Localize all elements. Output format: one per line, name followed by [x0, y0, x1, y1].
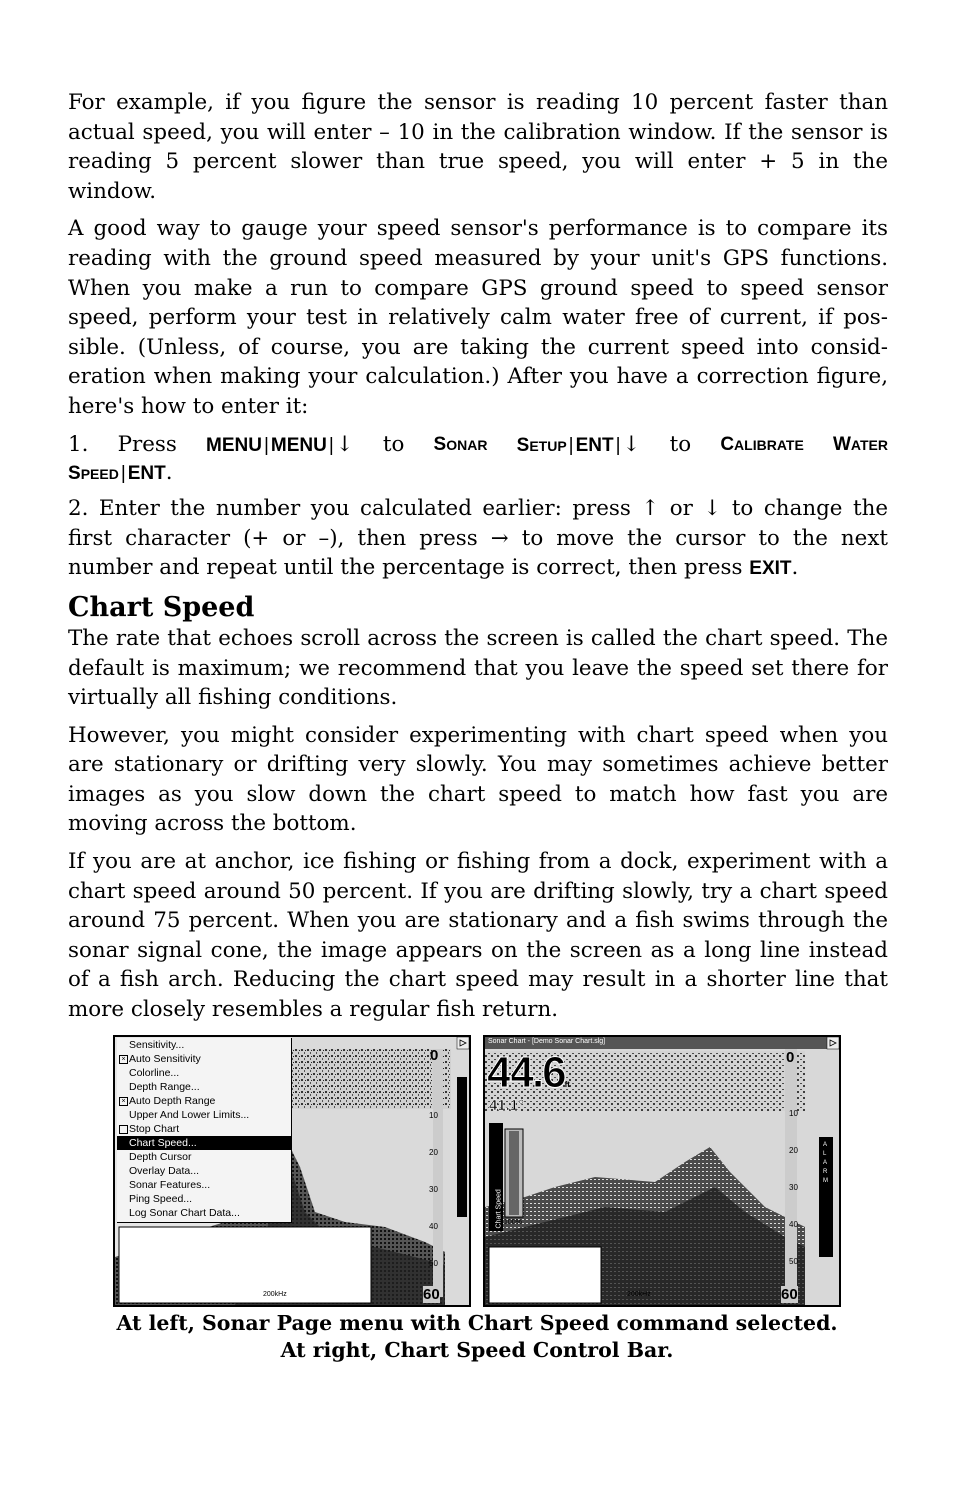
- checkbox-icon[interactable]: [119, 1125, 128, 1134]
- command-sonar: SONAR: [433, 433, 488, 455]
- command-water: WATER: [832, 433, 888, 455]
- menu-item[interactable]: [117, 1206, 291, 1220]
- menu-item[interactable]: [117, 1178, 291, 1192]
- menu-item[interactable]: [117, 1108, 291, 1122]
- checked-box-icon[interactable]: ×: [119, 1097, 128, 1106]
- chart-speed-value: 100%: [504, 1219, 522, 1226]
- menu-item-label: Colorline...: [129, 1067, 180, 1079]
- frequency-label: 200kHz: [263, 1291, 287, 1298]
- key-ent: ENT: [575, 434, 614, 456]
- depth-top-label: 0: [786, 1049, 795, 1066]
- menu-item[interactable]: [117, 1122, 291, 1136]
- menu-item-label: Chart Speed...: [129, 1137, 197, 1149]
- paragraph-gauge-speed: A good way to gauge your speed sensor's performance is to compare its reading with the ground speed measured by your unit's GPS functions. When you make a run to compare GPS ground speed to speed sensor speed, perform your test in relatively calm water free of current, if possible. (Unless, of course, you are taking the current speed into consideration when making your calculation.) After you have a correction figure, here's how to enter it:: [68, 216, 888, 419]
- depth-scale: 10 20 30 40 50: [789, 1109, 798, 1266]
- menu-item-label: Log Sonar Chart Data...: [129, 1207, 240, 1219]
- chart-speed-slider[interactable]: [507, 1131, 521, 1215]
- depth-digital-readout: 44.6ft: [487, 1048, 570, 1097]
- chart-speed-slider-fill: [509, 1131, 519, 1215]
- page-content: [68, 88, 888, 1033]
- window-title: Sonar Chart - [Demo Sonar Chart.slg]: [488, 1038, 606, 1045]
- menu-item-label: Depth Cursor: [129, 1151, 192, 1163]
- command-speed: SPEED: [68, 463, 119, 485]
- menu-item[interactable]: [117, 1066, 291, 1080]
- menu-item-label: Depth Range...: [129, 1081, 200, 1093]
- menu-item-label: Auto Sensitivity: [129, 1053, 201, 1065]
- menu-item[interactable]: [117, 1150, 291, 1164]
- sonar-screen-left: [113, 1035, 471, 1307]
- menu-item-label: Auto Depth Range: [129, 1095, 216, 1107]
- paragraph-calibration-example: For example, if you figure the sensor is reading 10 percent faster than actual speed, you will enter – 10 in the calibration window. If the sensor is reading 5 percent slower than true speed, you will enter + 5 in the window.: [68, 90, 888, 204]
- frequency-label: 200kHz: [627, 1291, 651, 1298]
- step-2: 2. Enter the number you calculated earlier: press ↑ or ↓ to change the first character (+ or –), then press → to move the cursor to the next number and repeat until the percentage is correct, then press EXIT.: [68, 496, 888, 581]
- key-exit: EXIT: [749, 558, 792, 580]
- menu-item[interactable]: [117, 1136, 291, 1150]
- depth-scale: 10 20 30 40 50: [429, 1111, 438, 1268]
- menu-item-label: Sensitivity...: [129, 1039, 185, 1051]
- command-calibrate: CALIBRATE: [720, 433, 804, 455]
- menu-item[interactable]: [117, 1094, 291, 1108]
- menu-item-label: Ping Speed...: [129, 1193, 193, 1205]
- arrow-down-icon: ↓: [335, 431, 354, 457]
- menu-item-label: Sonar Features...: [129, 1179, 211, 1191]
- key-menu: MENU: [206, 434, 262, 456]
- depth-bottom-label: 60: [423, 1286, 440, 1303]
- temperature-readout: 41.1°: [489, 1097, 525, 1114]
- key-ent: ENT: [127, 463, 166, 485]
- menu-item-label: Stop Chart: [129, 1123, 180, 1135]
- paragraph-chart-speed-anchor: If you are at anchor, ice fishing or fishing from a dock, experiment with a chart speed around 50 percent. If you are drifting slowly, try a chart speed around 75 percent. When you are stationary and a fish swims through the sonar signal cone, the image appears on the screen as a long line instead of a fish arch. Reducing the chart speed may result in a shorter line that more closely resembles a regular fish return.: [68, 849, 888, 1023]
- depth-bottom-label: 60: [781, 1286, 798, 1303]
- menu-item[interactable]: [117, 1038, 291, 1052]
- menu-item-label: Upper And Lower Limits...: [129, 1109, 250, 1121]
- menu-item-label: Overlay Data...: [129, 1165, 200, 1177]
- menu-item[interactable]: [117, 1052, 291, 1066]
- step-1: 1. Press MENU | MENU |↓ to SONAR SETUP | ENT |↓ to CALIBRATE WATER SPEED | ENT.: [68, 431, 888, 486]
- arrow-down-icon: ↓: [622, 431, 641, 457]
- paragraph-chart-speed-experiment: However, you might consider experimenting with chart speed when you are stationary or drifting very slowly. You may sometimes achieve better images as you slow down the chart speed to match how fast you are moving across the bottom.: [68, 722, 888, 837]
- key-menu: MENU: [270, 434, 327, 456]
- command-setup: SETUP: [516, 434, 567, 456]
- menu-item[interactable]: [117, 1080, 291, 1094]
- menu-item[interactable]: [117, 1164, 291, 1178]
- caption-line-2: At right, Chart Speed Control Bar.: [280, 1338, 674, 1362]
- menu-item[interactable]: [117, 1192, 291, 1206]
- section-heading: Chart Speed: [68, 591, 255, 623]
- sonar-page-menu: [117, 1038, 292, 1223]
- alarm-side-label: ALARM: [823, 1142, 828, 1184]
- chart-speed-control-label: Chart Speed: [495, 1189, 503, 1229]
- depth-top-label: 0: [430, 1047, 439, 1064]
- checked-box-icon[interactable]: ×: [119, 1055, 128, 1064]
- sonar-screen-right: [483, 1035, 841, 1307]
- caption-line-1: At left, Sonar Page menu with Chart Speed command selected.: [116, 1311, 838, 1335]
- figure-caption: [0, 1310, 954, 1364]
- figure: [113, 1035, 841, 1305]
- paragraph-chart-speed-intro: The rate that echoes scroll across the screen is called the chart speed. The default is maximum; we recommend that you leave the speed set there for virtually all fishing conditions.: [68, 625, 888, 711]
